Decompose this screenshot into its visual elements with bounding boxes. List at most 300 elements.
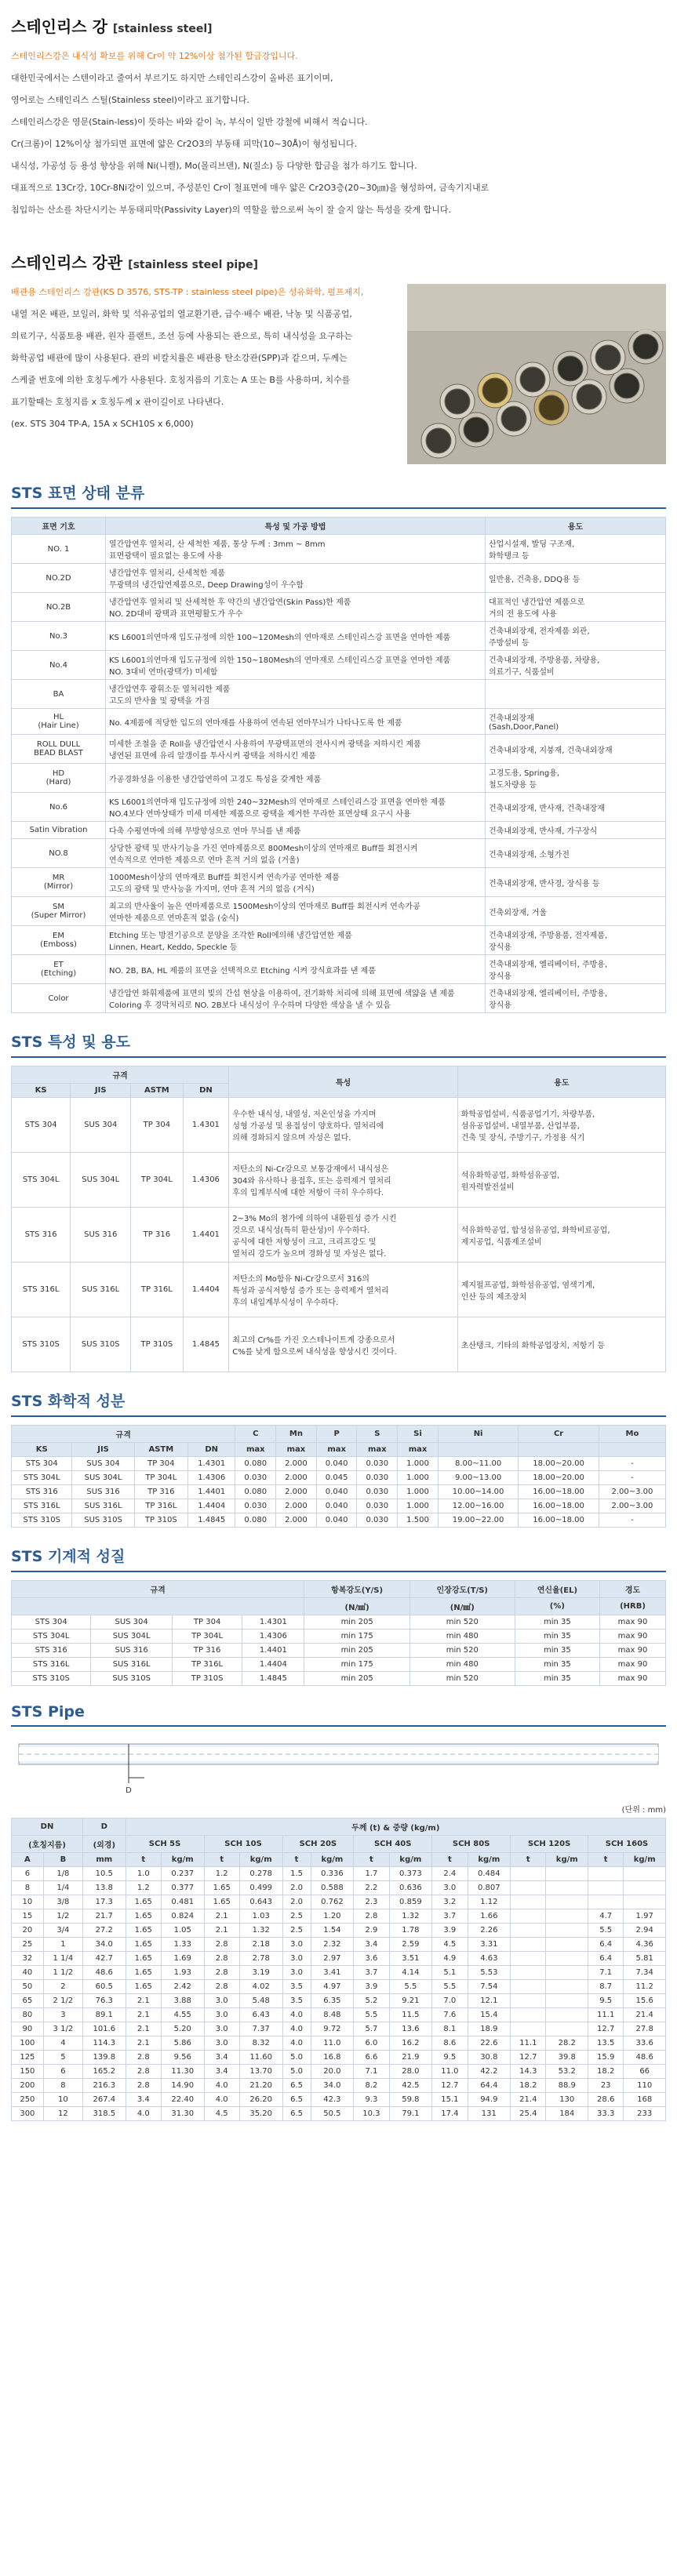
pipe-cell <box>588 1895 624 1909</box>
pipe-h-thick: 두께 (t) & 중량 (kg/m) <box>126 1818 665 1836</box>
usage-h-jis: JIS <box>71 1084 131 1098</box>
pipe-h-col: kg/m <box>468 1853 511 1867</box>
usage-jis: SUS 304L <box>71 1153 131 1208</box>
pipe-cell: 11.1 <box>588 2008 624 2022</box>
pipe-p6: 표기할때는 호칭지름 x 호칭두께 x 관이길이로 나타낸다. <box>11 397 224 407</box>
pipe-cell: 9.5 <box>588 1994 624 2008</box>
pipe-cell <box>546 1924 588 1938</box>
surface-code: BA <box>12 680 106 709</box>
surface-desc: 상당한 광택 및 반사기능을 가진 연마제품으로 800Mesh이상의 연마재로 Buff를 회전시켜 연속적으로 연마한 제품으로 연마 흔적 거의 없음 (거울) <box>106 839 486 868</box>
pipe-cell: 15.6 <box>624 1994 666 2008</box>
chem-cell: STS 304L <box>12 1471 72 1485</box>
pipe-cell: 2.1 <box>126 2022 161 2036</box>
page-title <box>11 14 666 37</box>
pipe-cell: 5.53 <box>468 1966 511 1980</box>
pipe-cell: 5.5 <box>432 1980 468 1994</box>
pipe-cell: 15.1 <box>432 2093 468 2107</box>
pipe-cell: 1.65 <box>204 1881 239 1895</box>
pipe-cell <box>546 1966 588 1980</box>
intro-p6: 내식성, 가공성 등 용성 향상을 위해 Ni(니켈), Mo(몰리브덴), N(질소) 등 다양한 합금을 첨가 하기도 합니다. <box>11 161 417 171</box>
pipe-cell: 27.8 <box>624 2022 666 2036</box>
pipe-cell: 5.1 <box>432 1966 468 1980</box>
chem-cell: 16.00~18.00 <box>519 1485 599 1499</box>
pipe-cell: 1.33 <box>161 1938 204 1952</box>
intro-hl: 스테인리스강 <box>11 51 61 61</box>
pipe-cell: 3.9 <box>432 1924 468 1938</box>
pipe-title-en: [stainless steel pipe] <box>128 259 259 271</box>
pipe-cell: 1 <box>43 1938 82 1952</box>
pipe-cell: 21.7 <box>83 1909 126 1924</box>
mech-row <box>12 1615 666 1630</box>
pipe-cell: 3.0 <box>204 2022 239 2036</box>
pipe-cell: 300 <box>12 2107 44 2121</box>
pipe-cell: 3.0 <box>204 2036 239 2051</box>
mech-h-blank <box>12 1598 304 1615</box>
surface-row <box>12 955 666 984</box>
pipe-cell: 10.3 <box>354 2107 389 2121</box>
chem-cell: 2.000 <box>276 1485 317 1499</box>
surface-use: 고경도용, Spring용, 철도차량용 등 <box>486 764 666 793</box>
pipe-cell: 48.6 <box>624 2051 666 2065</box>
chem-cell: SUS 316 <box>72 1485 134 1499</box>
usage-row <box>12 1263 666 1317</box>
chem-h-group: 규격 <box>12 1426 235 1443</box>
pipe-cell: 3.0 <box>432 1881 468 1895</box>
pipe-cell: 28.2 <box>546 2036 588 2051</box>
pipe-h-schedule: SCH 10S <box>204 1836 282 1853</box>
mech-u-hd: (HRB) <box>600 1598 666 1615</box>
chem-h-element: P <box>316 1426 357 1443</box>
pipe-cell: 59.8 <box>389 2093 432 2107</box>
pipe-cell: 2.78 <box>239 1952 282 1966</box>
mech-row <box>12 1672 666 1686</box>
usage-jis: SUS 316 <box>71 1208 131 1263</box>
pipe-cell: 25.4 <box>511 2107 546 2121</box>
pipe-cell: 1.65 <box>126 1966 161 1980</box>
pipe-diag-d-label: D <box>126 1786 132 1795</box>
pipe-cell: 5.7 <box>354 2022 389 2036</box>
pipe-cell: 1.2 <box>204 1867 239 1881</box>
mech-cell: min 520 <box>409 1672 515 1686</box>
pipe-cell: 21.4 <box>511 2093 546 2107</box>
pipe-cell: 8.32 <box>239 2036 282 2051</box>
pipe-cell <box>624 1895 666 1909</box>
pipe-cell: 4.0 <box>282 2036 311 2051</box>
chem-h-sub <box>519 1443 599 1457</box>
chem-h-element: Ni <box>438 1426 519 1443</box>
pipe-cell: 18.2 <box>588 2065 624 2079</box>
chem-h-sub: max <box>235 1443 276 1457</box>
pipe-cell: 8.1 <box>432 2022 468 2036</box>
chem-cell: SUS 304L <box>72 1471 134 1485</box>
pipe-cell: 33.3 <box>588 2107 624 2121</box>
pipe-cell: 125 <box>12 2051 44 2065</box>
mech-h-std: 규격 <box>12 1581 304 1598</box>
chem-h-sub: max <box>357 1443 398 1457</box>
mech-row <box>12 1658 666 1672</box>
pipe-cell: 9.21 <box>389 1994 432 2008</box>
pipe-cell: 76.3 <box>83 1994 126 2008</box>
chem-cell: STS 316 <box>12 1485 72 1499</box>
pipe-cell <box>511 1952 546 1966</box>
pipe-cell: 0.481 <box>161 1895 204 1909</box>
pipe-h-schedule: SCH 160S <box>588 1836 666 1853</box>
pipe-cell: 25 <box>12 1938 44 1952</box>
pipe-cell: 3.0 <box>204 2008 239 2022</box>
pipe-cell: 2.8 <box>204 1952 239 1966</box>
chem-body <box>12 1457 666 1528</box>
chem-cell: 0.080 <box>235 1485 276 1499</box>
surface-desc: No. 4제품에 적당한 입도의 연마재를 사용하여 연속된 연마무늬가 나타나도록 한 제품 <box>106 709 486 735</box>
pipe-cell: 1.20 <box>311 1909 354 1924</box>
pipe-cell: 6 <box>12 1867 44 1881</box>
pipe-cell <box>511 1881 546 1895</box>
pipe-cell: 2.1 <box>126 2008 161 2022</box>
pipe-cell: 60.5 <box>83 1980 126 1994</box>
usage-h-ks: KS <box>12 1084 71 1098</box>
chem-cell: - <box>599 1457 665 1471</box>
pipe-cell: 11.1 <box>511 2036 546 2051</box>
mech-u-ys: (N/㎟) <box>304 1598 410 1615</box>
pipe-cell: 0.588 <box>311 1881 354 1895</box>
pipe-p5: 스케쥴 번호에 의한 호칭두께가 사용된다. 호칭지름의 기호는 A 또는 B를 사용하며, 치수를 <box>11 375 351 385</box>
chem-cell: 1.000 <box>398 1457 439 1471</box>
pipe-cell: 12.1 <box>468 1994 511 2008</box>
pipe-h-col: kg/m <box>546 1853 588 1867</box>
pipe-cell: 20 <box>12 1924 44 1938</box>
pipe-cell: 5.0 <box>282 2065 311 2079</box>
surface-desc: KS L6001의연마재 입도규정에 의한 100~120Mesh의 연마재로 스테인리스강 표면을 연마한 제품 <box>106 622 486 651</box>
pipe-unit: (단위 : mm) <box>621 1806 666 1815</box>
pipe-cell <box>624 1881 666 1895</box>
usage-dn: 1.4301 <box>183 1098 229 1153</box>
chem-cell: SUS 310S <box>72 1513 134 1528</box>
surface-desc: 냉간압연후 광휘소둔 열처리한 제품 고도의 반사율 및 광택을 가짐 <box>106 680 486 709</box>
pipe-cell <box>546 1938 588 1952</box>
chem-cell: - <box>599 1513 665 1528</box>
pipe-cell: 8.7 <box>588 1980 624 1994</box>
pipe-p1: 배관용 스테인리스 강관(KS D 3576, STS-TP : stainless steel pipe)은 성유화학, 펄프제지, <box>11 287 364 297</box>
chem-cell: 19.00~22.00 <box>438 1513 519 1528</box>
chem-h-element: Mo <box>599 1426 665 1443</box>
usage-ks: STS 316 <box>12 1208 71 1263</box>
pipe-cell: 2.0 <box>282 1895 311 1909</box>
chem-cell: 1.4401 <box>187 1485 235 1499</box>
pipe-cell: 5.20 <box>161 2022 204 2036</box>
pipe-cell: 3.88 <box>161 1994 204 2008</box>
chem-h-element: Mn <box>276 1426 317 1443</box>
surface-row <box>12 622 666 651</box>
surface-desc: NO. 2B, BA, HL 제품의 표면을 선택적으로 Etching 시켜 장식효과를 낸 제품 <box>106 955 486 984</box>
chem-cell: 1.000 <box>398 1499 439 1513</box>
surface-row <box>12 593 666 622</box>
usage-astm: TP 316L <box>131 1263 183 1317</box>
pipe-cell: 6.5 <box>282 2079 311 2093</box>
surface-code: NO.2B <box>12 593 106 622</box>
chem-h-sub: KS <box>12 1443 72 1457</box>
pipe-cell: 1.05 <box>161 1924 204 1938</box>
usage-body <box>12 1098 666 1372</box>
surface-code: NO.8 <box>12 839 106 868</box>
chem-cell: TP 304 <box>134 1457 187 1471</box>
pipe-row <box>12 1895 666 1909</box>
intro-p2: 대한민국에서는 스텐이라고 줄여서 부르기도 하지만 스테인리스강이 올바른 표기이며, <box>11 73 333 83</box>
chem-cell: 0.030 <box>357 1499 398 1513</box>
chem-cell: TP 316L <box>134 1499 187 1513</box>
surface-row <box>12 984 666 1013</box>
pipe-cell: 27.2 <box>83 1924 126 1938</box>
surface-code: EM (Emboss) <box>12 926 106 955</box>
pipe-cell: 10 <box>12 1895 44 1909</box>
surface-row <box>12 535 666 564</box>
pipe-cell: 1/2 <box>43 1909 82 1924</box>
pipe-row <box>12 1966 666 1980</box>
pipe-cell: 5 <box>43 2051 82 2065</box>
intro-paragraphs <box>11 48 666 219</box>
pipe-cell <box>588 1867 624 1881</box>
pipe-cell: 7.1 <box>354 2065 389 2079</box>
chem-cell: 0.030 <box>357 1471 398 1485</box>
pipe-cell: 11.30 <box>161 2065 204 2079</box>
pipe-cell <box>546 2022 588 2036</box>
pipe-cell: 90 <box>12 2022 44 2036</box>
mech-cell: min 480 <box>409 1630 515 1644</box>
chem-cell: 0.040 <box>316 1499 357 1513</box>
pipe-cell: 10 <box>43 2093 82 2107</box>
chem-cell: TP 316 <box>134 1485 187 1499</box>
pipe-cell: 4.97 <box>311 1980 354 1994</box>
pipe-h-d: D <box>83 1818 126 1836</box>
chem-cell: 2.000 <box>276 1457 317 1471</box>
chem-cell: 10.00~14.00 <box>438 1485 519 1499</box>
pipe-cell: 8 <box>43 2079 82 2093</box>
pipe-cell: 1.93 <box>161 1966 204 1980</box>
pipe-cell: 8.48 <box>311 2008 354 2022</box>
mech-cell: max 90 <box>600 1630 666 1644</box>
pipe-cell: 2.18 <box>239 1938 282 1952</box>
pipe-cell: 1.78 <box>389 1924 432 1938</box>
pipe-cell: 42.2 <box>468 2065 511 2079</box>
mech-cell: STS 304 <box>12 1615 91 1630</box>
pipe-cell: 21.20 <box>239 2079 282 2093</box>
mech-h-hd: 경도 <box>600 1581 666 1598</box>
mech-cell: 1.4301 <box>242 1615 304 1630</box>
pipe-body <box>12 1867 666 2121</box>
pipe-cell: 50 <box>12 1980 44 1994</box>
pipe-cell: 2.8 <box>354 1909 389 1924</box>
pipe-row <box>12 2008 666 2022</box>
pipe-cell: 12.7 <box>432 2079 468 2093</box>
intro-p1-rest: 은 내식성 확보를 위해 Cr이 약 12%이상 첨가된 합금강입니다. <box>60 51 298 61</box>
pipe-row <box>12 1881 666 1895</box>
pipe-cell: 11.0 <box>432 2065 468 2079</box>
surface-code: ET (Etching) <box>12 955 106 984</box>
surface-row <box>12 764 666 793</box>
surface-use: 건축내외장재, 소형가전 <box>486 839 666 868</box>
chem-h-element: Cr <box>519 1426 599 1443</box>
pipe-cell: 1.54 <box>311 1924 354 1938</box>
chem-h-sub: ASTM <box>134 1443 187 1457</box>
pipe-table <box>11 1818 666 2121</box>
surface-use: 건축내외장재, 주방용품, 차량용, 의료기구, 식품설비 <box>486 651 666 680</box>
surface-desc: 열간압연후 열처리, 산 세척한 제품, 통상 두께 : 3mm ~ 8mm 표면광택이 필요없는 용도에 사용 <box>106 535 486 564</box>
pipe-row <box>12 1909 666 1924</box>
pipe-cell: 21.9 <box>389 2051 432 2065</box>
pipe-cell: 18.2 <box>511 2079 546 2093</box>
pipe-cell <box>511 1867 546 1881</box>
mech-cell: min 520 <box>409 1644 515 1658</box>
pipe-cell: 3.0 <box>204 1994 239 2008</box>
surface-desc: 다축 수평연마에 의해 무방향성으로 연마 무늬를 낸 제품 <box>106 822 486 839</box>
chem-row <box>12 1471 666 1485</box>
usage-row <box>12 1317 666 1372</box>
chem-cell: 0.030 <box>357 1457 398 1471</box>
surface-code: HD (Hard) <box>12 764 106 793</box>
pipe-cell: 0.643 <box>239 1895 282 1909</box>
surface-code: HL (Hair Line) <box>12 709 106 735</box>
pipe-cell: 1/8 <box>43 1867 82 1881</box>
mech-u-el: (%) <box>515 1598 599 1615</box>
mech-cell: TP 310S <box>172 1672 242 1686</box>
pipe-row <box>12 2022 666 2036</box>
pipe-cell: 4.0 <box>204 2079 239 2093</box>
pipe-row <box>12 1980 666 1994</box>
surface-desc: 냉간압연후 열처리, 산세척한 제품 무광택의 냉간압연제품으로, Deep Drawing성이 우수함 <box>106 564 486 593</box>
mech-cell: STS 316L <box>12 1658 91 1672</box>
surface-desc: KS L6001의연마재 입도규정에 의한 150~180Mesh의 연마재로 스테인리스강 표면을 연마한 제품 NO. 3대비 연마(광택가) 미세함 <box>106 651 486 680</box>
pipe-h-col: kg/m <box>389 1853 432 1867</box>
chem-cell: TP 304L <box>134 1471 187 1485</box>
pipe-cell <box>511 1909 546 1924</box>
pipe-cell: 2.8 <box>126 2051 161 2065</box>
pipe-cell: 28.6 <box>588 2093 624 2107</box>
pipe-cell <box>511 2022 546 2036</box>
usage-astm: TP 310S <box>131 1317 183 1372</box>
pipe-cell: 21.4 <box>624 2008 666 2022</box>
pipe-cell: 3.4 <box>204 2051 239 2065</box>
surface-use: 대표적인 냉간압연 제품으로 거의 전 용도에 사용 <box>486 593 666 622</box>
pipe-row <box>12 2065 666 2079</box>
pipe-cell: 0.336 <box>311 1867 354 1881</box>
pipe-h-col: t <box>282 1853 311 1867</box>
pipe-cell: 4.0 <box>204 2093 239 2107</box>
surface-code: NO. 1 <box>12 535 106 564</box>
chem-head-row-1 <box>12 1426 666 1443</box>
pipe-h-dn: DN <box>12 1818 83 1836</box>
pipe-cell: 2.1 <box>126 1994 161 2008</box>
chem-cell: STS 304 <box>12 1457 72 1471</box>
usage-ks: STS 310S <box>12 1317 71 1372</box>
pipe-cell: 3.4 <box>126 2093 161 2107</box>
pipe-cell: 12.7 <box>511 2051 546 2065</box>
mech-cell: STS 304L <box>12 1630 91 1644</box>
pipe-h-col: B <box>43 1853 82 1867</box>
usage-use: 제지펄프공업, 화학섬유공업, 염색기계, 인산 등의 제조장치 <box>457 1263 665 1317</box>
pipe-cell: 1.65 <box>204 1895 239 1909</box>
pipe-cell <box>546 1867 588 1881</box>
section-pipe-title: STS Pipe <box>11 1703 666 1727</box>
pipe-cell: 1 1/2 <box>43 1966 82 1980</box>
usage-ks: STS 316L <box>12 1263 71 1317</box>
chem-cell: 0.030 <box>235 1471 276 1485</box>
pipe-cell: 233 <box>624 2107 666 2121</box>
usage-h-dn: DN <box>183 1084 229 1098</box>
pipe-row <box>12 2051 666 2065</box>
intro-p7: 대표적으로 13Cr강, 10Cr-8Ni강이 있으며, 주성분인 Cr이 철표면에 매우 얇은 Cr2O3층(20~30㎛)을 형성하여, 금속기지내로 <box>11 183 490 193</box>
pipe-row <box>12 2036 666 2051</box>
pipe-cell: 1.03 <box>239 1909 282 1924</box>
surface-desc: 냉간압연 화휘제품에 표면의 빛의 간섭 현상을 이용하여, 전기화학 처리에 의해 표면에 색얇을 낸 제품 Coloring 후 경막처리로 NO. 2B보다 내식성이 우수하며 다양한 색상을 낼 수 있음 <box>106 984 486 1013</box>
pipe-cell: 250 <box>12 2093 44 2107</box>
pipe-cell: 150 <box>12 2065 44 2079</box>
pipe-cell: 3.7 <box>432 1909 468 1924</box>
pipe-row <box>12 2079 666 2093</box>
mech-h-el: 연신율(EL) <box>515 1581 599 1598</box>
surface-use: 건축내외장재 (Sash,Door,Panel) <box>486 709 666 735</box>
pipe-cell: 0.807 <box>468 1881 511 1895</box>
surface-use: 건축내외장재, 엘리베이터, 주방용, 장식용 <box>486 955 666 984</box>
pipe-cell: 53.2 <box>546 2065 588 2079</box>
pipe-cell: 5.0 <box>282 2051 311 2065</box>
pipe-cell: 13.70 <box>239 2065 282 2079</box>
surface-h-code: 표면 기호 <box>12 518 106 535</box>
mech-cell: min 205 <box>304 1615 410 1630</box>
pipe-cell: 3.51 <box>389 1952 432 1966</box>
surface-row <box>12 897 666 926</box>
chem-cell: 0.080 <box>235 1513 276 1528</box>
pipe-cell: 2.4 <box>432 1867 468 1881</box>
pipe-cell: 4.63 <box>468 1952 511 1966</box>
chem-cell: 2.000 <box>276 1471 317 1485</box>
surface-use: 건축외장재, 거울 <box>486 897 666 926</box>
pipe-cell: 2.32 <box>311 1938 354 1952</box>
mech-u-ts: (N/㎟) <box>409 1598 515 1615</box>
pipe-cell: 1.65 <box>126 1980 161 1994</box>
pipe-cell: 3.4 <box>354 1938 389 1952</box>
pipe-cell: 1.7 <box>354 1867 389 1881</box>
usage-dn: 1.4401 <box>183 1208 229 1263</box>
pipe-cell: 48.6 <box>83 1966 126 1980</box>
pipe-cell: 3.41 <box>311 1966 354 1980</box>
usage-row <box>12 1208 666 1263</box>
surface-use <box>486 680 666 709</box>
usage-use: 석유화학공업, 합성섬유공업, 화학비료공업, 제지공업, 식품제조설비 <box>457 1208 665 1263</box>
chem-h-sub: max <box>316 1443 357 1457</box>
title-ko: 스테인리스 강 <box>11 17 107 36</box>
pipe-cell: 88.9 <box>546 2079 588 2093</box>
pipe-cell: 7.34 <box>624 1966 666 1980</box>
pipe-cell: 1.65 <box>126 1938 161 1952</box>
pipe-cell: 4.14 <box>389 1966 432 1980</box>
mech-cell: min 35 <box>515 1658 599 1672</box>
pipe-cell: 79.1 <box>389 2107 432 2121</box>
chem-h-sub: max <box>398 1443 439 1457</box>
pipe-cell: 3.7 <box>354 1966 389 1980</box>
surface-desc: 미세한 조철을 준 Roll을 냉간압연시 사용하여 무광택표면의 전사시켜 광택을 저하시킨 제품 냉연된 표면에 유리 알갱이를 투사시켜 광택을 저하시킨 제품 <box>106 735 486 764</box>
usage-use: 화학공업설비, 식품공업기기, 차량부품, 섬유공업설비, 내열부품, 산업부품, 건축 및 장식, 주방기구, 가정용 식기 <box>457 1098 665 1153</box>
pipe-h-col: kg/m <box>161 1853 204 1867</box>
pipe-cell: 4.0 <box>282 2022 311 2036</box>
surface-desc: 가공경화성을 이용한 냉간압연하여 고경도 특성을 갖게한 제품 <box>106 764 486 793</box>
pipe-cell: 3 1/2 <box>43 2022 82 2036</box>
pipe-cell: 5.81 <box>624 1952 666 1966</box>
pipe-cell: 1/4 <box>43 1881 82 1895</box>
pipe-cell: 28.0 <box>389 2065 432 2079</box>
pipe-cell: 40 <box>12 1966 44 1980</box>
pipe-cell: 15 <box>12 1909 44 1924</box>
pipe-cell: 6.0 <box>354 2036 389 2051</box>
mech-cell: TP 304 <box>172 1615 242 1630</box>
